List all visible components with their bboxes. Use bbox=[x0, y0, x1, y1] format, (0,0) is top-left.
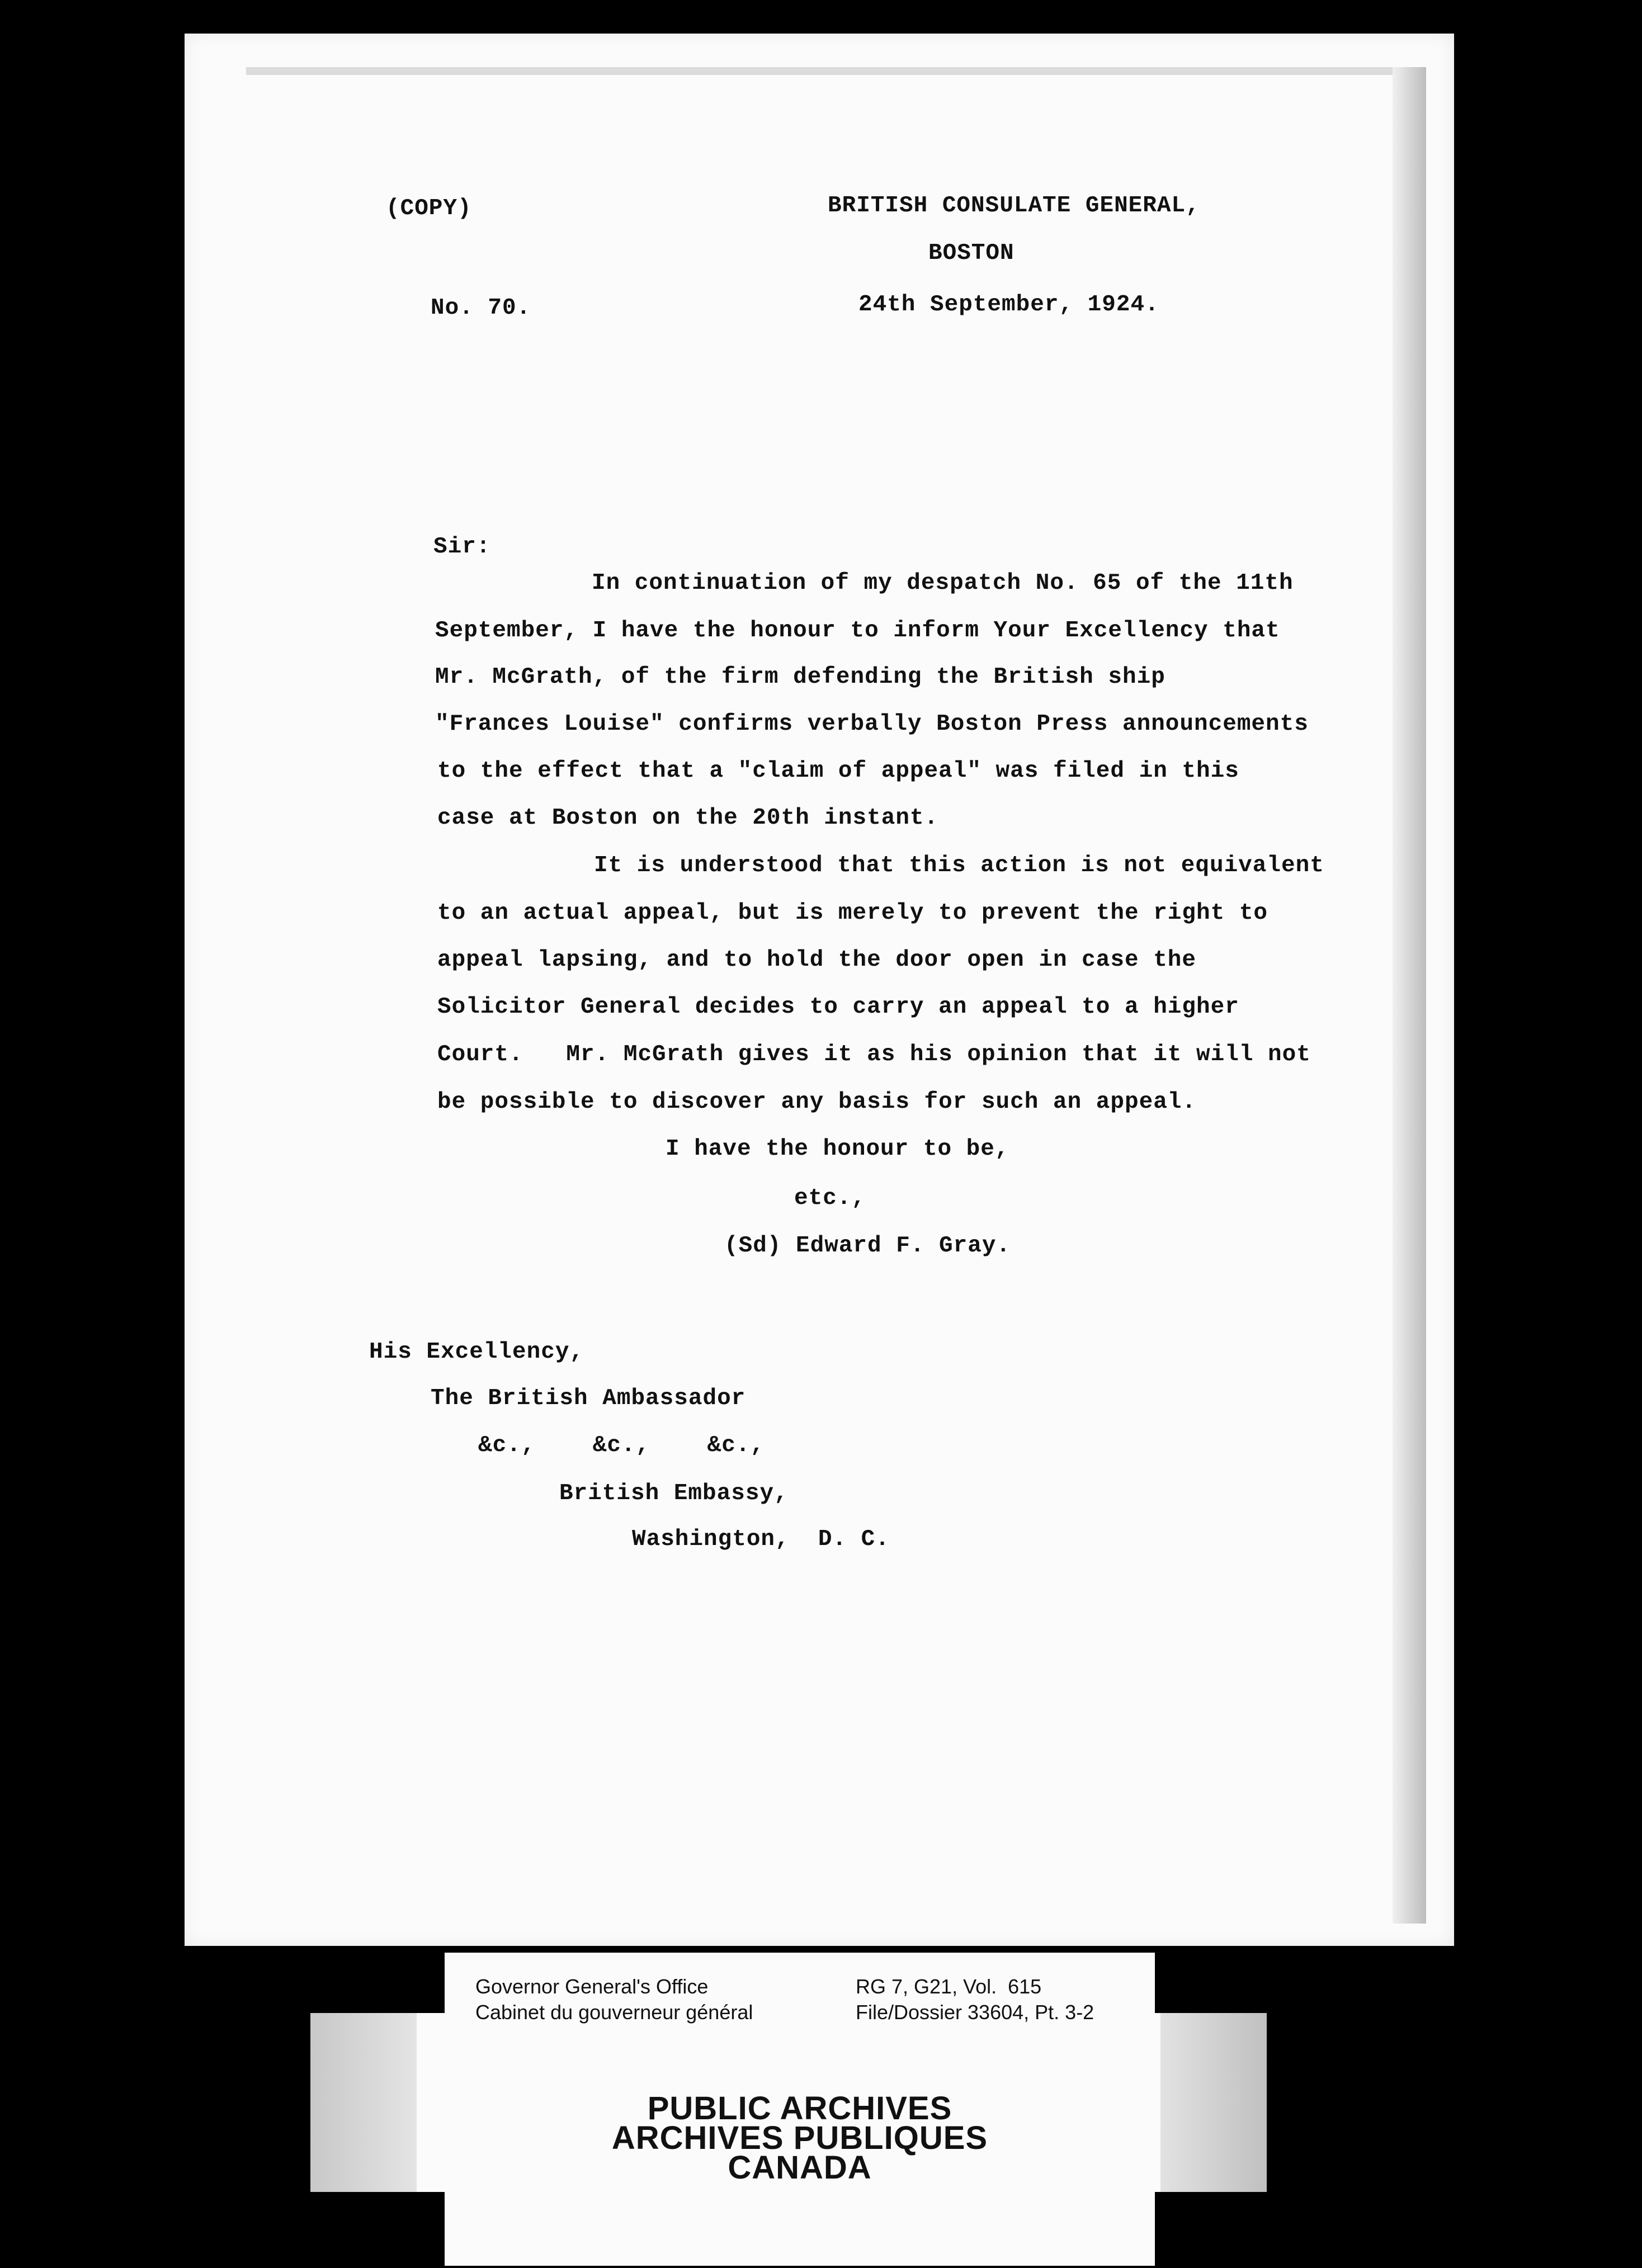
address-line: The British Ambassador bbox=[431, 1386, 746, 1411]
letter-date: 24th September, 1924. bbox=[858, 292, 1159, 318]
body-line: case at Boston on the 20th instant. bbox=[437, 805, 939, 831]
record-group-ref: RG 7, G21, Vol. 615 bbox=[856, 1975, 1042, 1998]
stamp-line-2: ARCHIVES PUBLIQUES bbox=[611, 2120, 988, 2156]
despatch-number: No. 70. bbox=[431, 295, 531, 321]
address-line: &c., &c., &c., bbox=[478, 1433, 765, 1458]
copy-mark: (COPY) bbox=[386, 196, 472, 221]
stamp-line-3: CANADA bbox=[728, 2149, 872, 2186]
signature: (Sd) Edward F. Gray. bbox=[724, 1233, 1011, 1259]
archive-label bbox=[445, 1953, 1155, 2266]
stamp-line-1: PUBLIC ARCHIVES bbox=[647, 2090, 952, 2127]
city-heading: BOSTON bbox=[928, 240, 1015, 266]
closing-line: I have the honour to be, bbox=[666, 1136, 1009, 1162]
body-line: Mr. McGrath, of the firm defending the British ship bbox=[435, 664, 1166, 690]
body-line: "Frances Louise" confirms verbally Boston Press announcements bbox=[435, 711, 1309, 737]
body-line: Court. Mr. McGrath gives it as his opinion that it will not bbox=[437, 1042, 1311, 1067]
consulate-heading: BRITISH CONSULATE GENERAL, bbox=[828, 193, 1200, 219]
body-line: It is understood that this action is not equivalent bbox=[594, 853, 1324, 878]
page-shadow-right bbox=[1393, 67, 1426, 1924]
office-name-en: Governor General's Office bbox=[475, 1975, 709, 1998]
office-name-fr: Cabinet du gouverneur général bbox=[475, 2001, 753, 2024]
address-line: British Embassy, bbox=[559, 1481, 789, 1506]
closing-etc: etc., bbox=[794, 1185, 866, 1211]
body-line: In continuation of my despatch No. 65 of the 11th bbox=[592, 570, 1294, 596]
letter-page bbox=[185, 34, 1454, 1946]
body-line: Solicitor General decides to carry an appeal to a higher bbox=[437, 994, 1239, 1020]
address-line: Washington, D. C. bbox=[632, 1527, 890, 1552]
body-line: to an actual appeal, but is merely to prevent the right to bbox=[437, 900, 1268, 926]
address-line: His Excellency, bbox=[369, 1339, 584, 1365]
body-line: September, I have the honour to inform Your Excellency that bbox=[435, 618, 1280, 644]
salutation: Sir: bbox=[433, 534, 491, 560]
body-line: to the effect that a "claim of appeal" was filed in this bbox=[437, 758, 1239, 784]
page-shadow-top bbox=[246, 67, 1398, 75]
file-dossier-ref: File/Dossier 33604, Pt. 3-2 bbox=[856, 2001, 1094, 2024]
body-line: be possible to discover any basis for such an appeal. bbox=[437, 1089, 1197, 1115]
body-line: appeal lapsing, and to hold the door open in case the bbox=[437, 947, 1197, 973]
